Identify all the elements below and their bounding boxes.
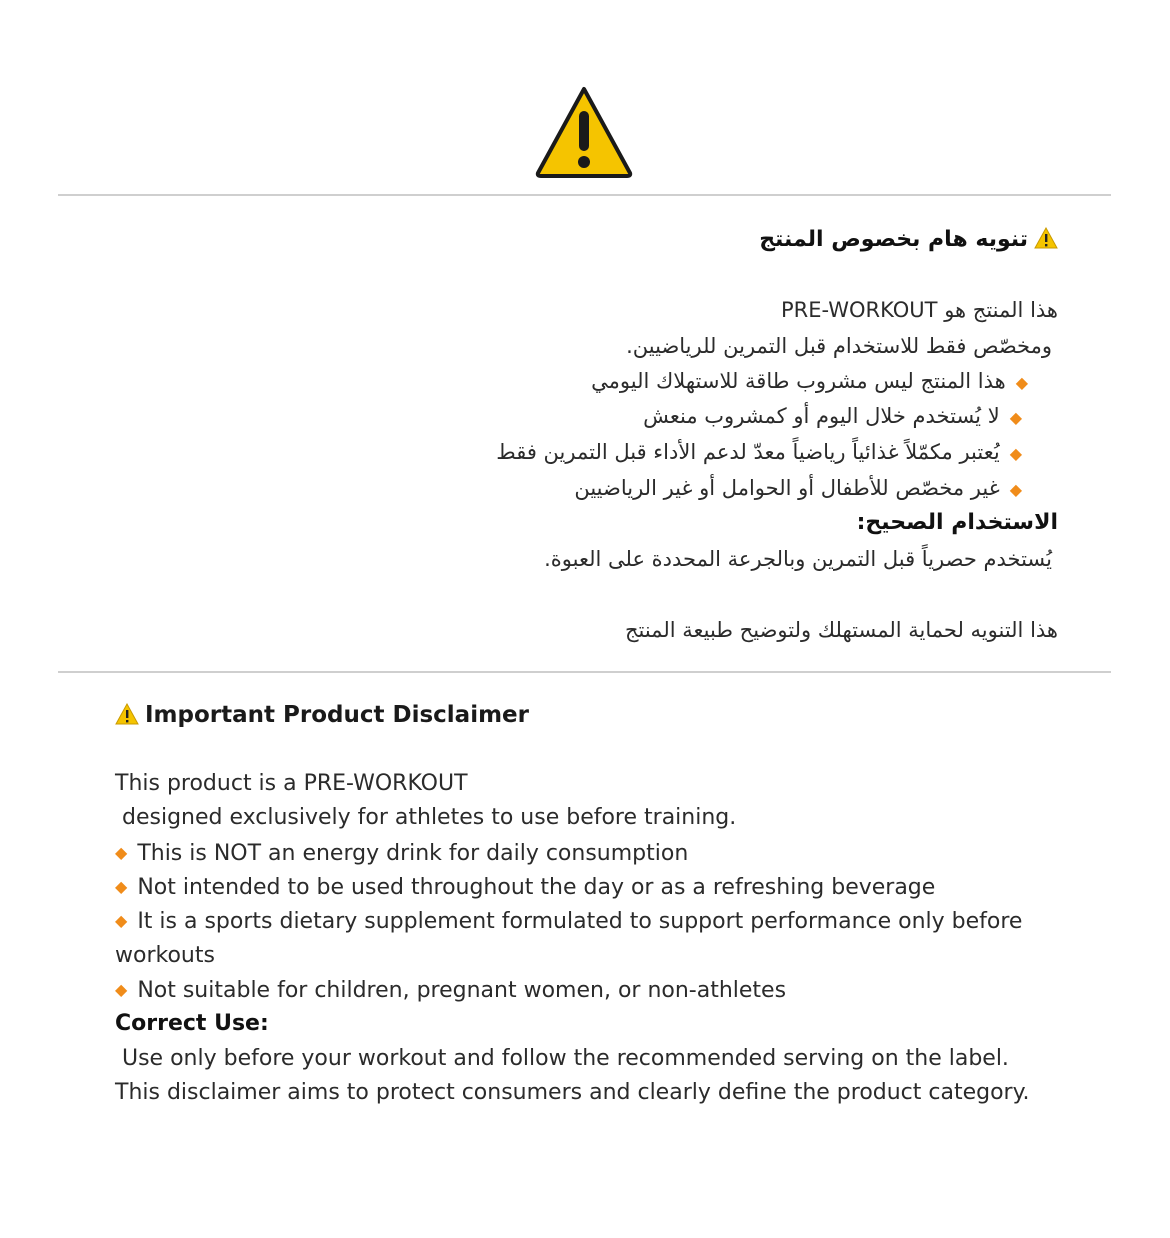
arabic-bullet-text: لا يُستخدم خلال اليوم أو كمشروب منعش	[643, 404, 1000, 428]
english-bullet-text: This is NOT an energy drink for daily consumption	[137, 841, 689, 866]
warning-icon	[1034, 227, 1058, 249]
diamond-bullet-icon: ◆	[1015, 373, 1028, 392]
english-closing: This disclaimer aims to protect consumers and clearly define the product category.	[115, 1080, 1030, 1105]
diamond-bullet-icon: ◆	[1009, 480, 1022, 499]
english-bullet-text: Not suitable for children, pregnant women, or non-athletes	[137, 978, 787, 1003]
diamond-bullet-icon: ◆	[115, 980, 128, 999]
arabic-title-row	[759, 222, 1058, 258]
arabic-bullet-text: غير مخصّص للأطفال أو الحوامل أو غير الرياضيين	[574, 476, 1000, 500]
diamond-bullet-icon: ◆	[115, 877, 128, 896]
english-bullet-3	[115, 904, 1075, 973]
warning-sign-icon	[534, 85, 634, 179]
top-divider	[58, 194, 1111, 196]
arabic-intro-line-1: هذا المنتج هو PRE-WORKOUT	[781, 298, 1058, 322]
english-bullet-4	[115, 973, 786, 1007]
diamond-bullet-icon: ◆	[115, 843, 128, 862]
diamond-bullet-icon: ◆	[1009, 408, 1022, 427]
diamond-bullet-icon: ◆	[115, 911, 128, 930]
arabic-bullet-text: يُعتبر مكمّلاً غذائياً رياضياً معدّ لدعم الأداء قبل التمرين فقط	[496, 440, 1000, 464]
english-bullet-text: Not intended to be used throughout the day or as a refreshing beverage	[137, 875, 936, 900]
english-title-row	[115, 698, 529, 732]
arabic-closing: هذا التنويه لحماية المستهلك ولتوضيح طبيعة المنتج	[624, 618, 1058, 642]
english-disclaimer	[115, 697, 1075, 1127]
english-bullet-text: It is a sports dietary supplement formulated to support performance only before workouts	[115, 909, 1023, 968]
english-title: Important Product Disclaimer	[145, 702, 529, 728]
arabic-correct-use-text: يُستخدم حصرياً قبل التمرين وبالجرعة المحددة على العبوة.	[544, 547, 1052, 571]
arabic-disclaimer	[158, 220, 1058, 650]
warning-icon	[115, 703, 139, 725]
arabic-intro-line-2: ومخصّص فقط للاستخدام قبل التمرين للرياضيين.	[626, 334, 1052, 358]
arabic-bullet-1	[591, 363, 1028, 399]
arabic-bullet-2	[643, 398, 1022, 434]
middle-divider	[58, 671, 1111, 673]
arabic-bullet-text: هذا المنتج ليس مشروب طاقة للاستهلاك اليومي	[591, 369, 1006, 393]
arabic-bullet-4	[574, 470, 1022, 506]
diamond-bullet-icon: ◆	[1009, 444, 1022, 463]
english-correct-use-text: Use only before your workout and follow the recommended serving on the label.	[115, 1046, 1009, 1071]
arabic-title: تنويه هام بخصوص المنتج	[759, 227, 1028, 252]
arabic-bullet-3	[496, 434, 1022, 470]
english-intro-line-2: designed exclusively for athletes to use before training.	[115, 805, 737, 830]
english-correct-use-heading: Correct Use:	[115, 1011, 269, 1036]
arabic-correct-use-heading: الاستخدام الصحيح:	[856, 510, 1058, 535]
english-intro-line-1: This product is a PRE-WORKOUT	[115, 771, 468, 796]
english-bullet-2	[115, 870, 935, 904]
english-bullet-1	[115, 836, 688, 870]
